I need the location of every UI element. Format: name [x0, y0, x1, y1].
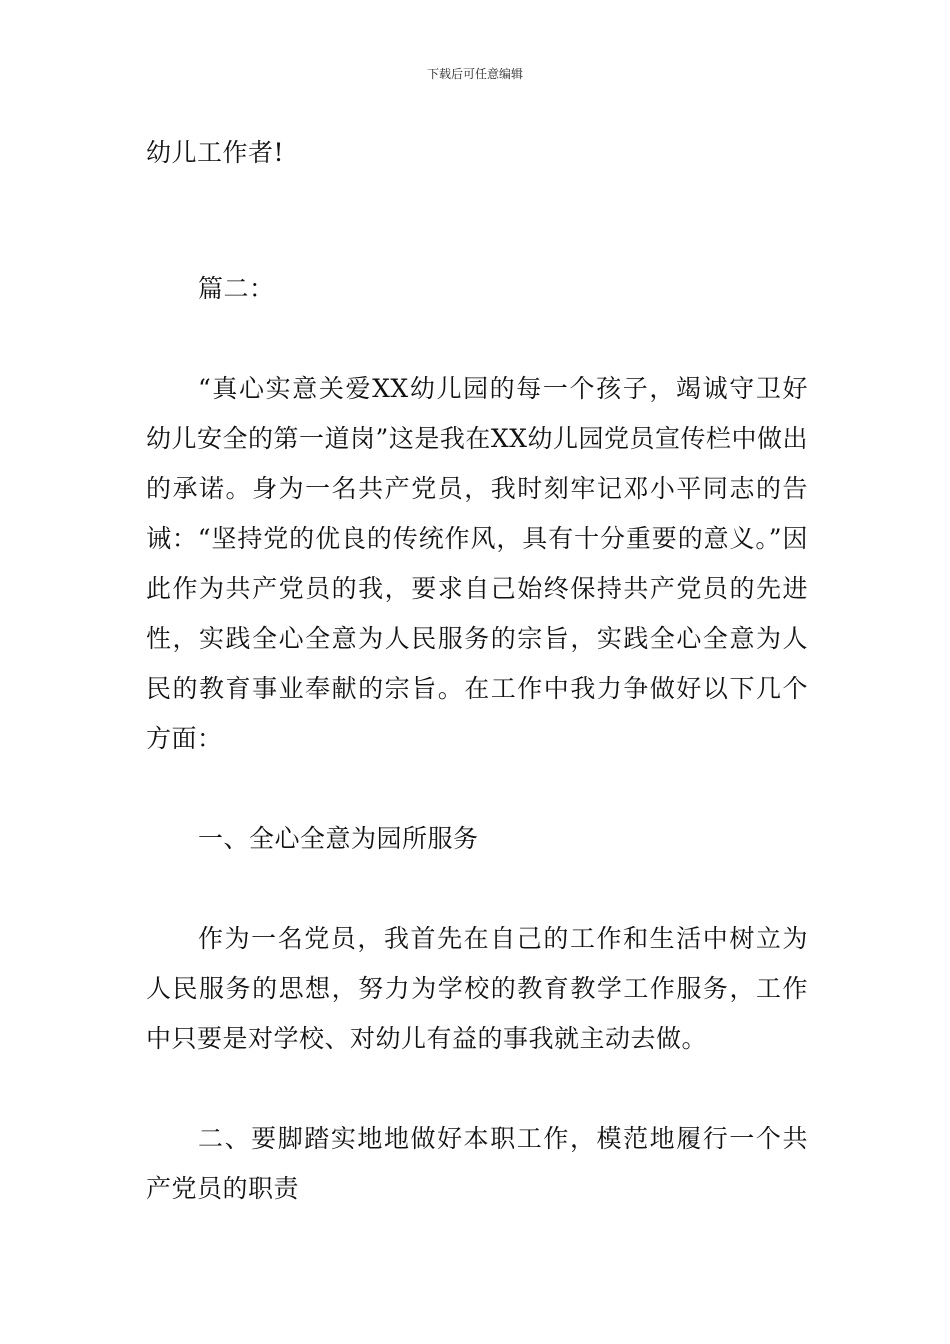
page-header-note: 下载后可任意编辑 [426, 67, 523, 81]
paragraph-point-one: 作为一名党员，我首先在自己的工作和生活中树立为人民服务的思想，努力为学校的教育教学工作服务，工作中只要是对学校、对幼儿有益的事我就主动去做。 [146, 924, 808, 1053]
heading-point-two: 二、要脚踏实地地做好本职工作，模范地履行一个共产党员的职责 [146, 1124, 808, 1203]
paragraph-pledge: “真心实意关爱XX幼儿园的每一个孩子，竭诚守卫好幼儿安全的第一道岗”这是我在XX幼儿园党员宣传栏中做出的承诺。身为一名共产党员，我时刻牢记邓小平同志的告诫：“坚持党的优良的传统作风，具有十分重要的意义。”因此作为共产党员的我，要求自己始终保持共产党员的先进性，实践全心全意为人民服务的宗旨，实践全心全意为人民的教育事业奉献的宗旨。在工作中我力争做好以下几个方面： [146, 374, 808, 753]
paragraph-closing-line: 幼儿工作者! [146, 138, 285, 167]
section-heading-part-two: 篇二： [198, 274, 275, 303]
document-body [146, 128, 808, 1214]
heading-point-one: 一、全心全意为园所服务 [198, 824, 479, 853]
